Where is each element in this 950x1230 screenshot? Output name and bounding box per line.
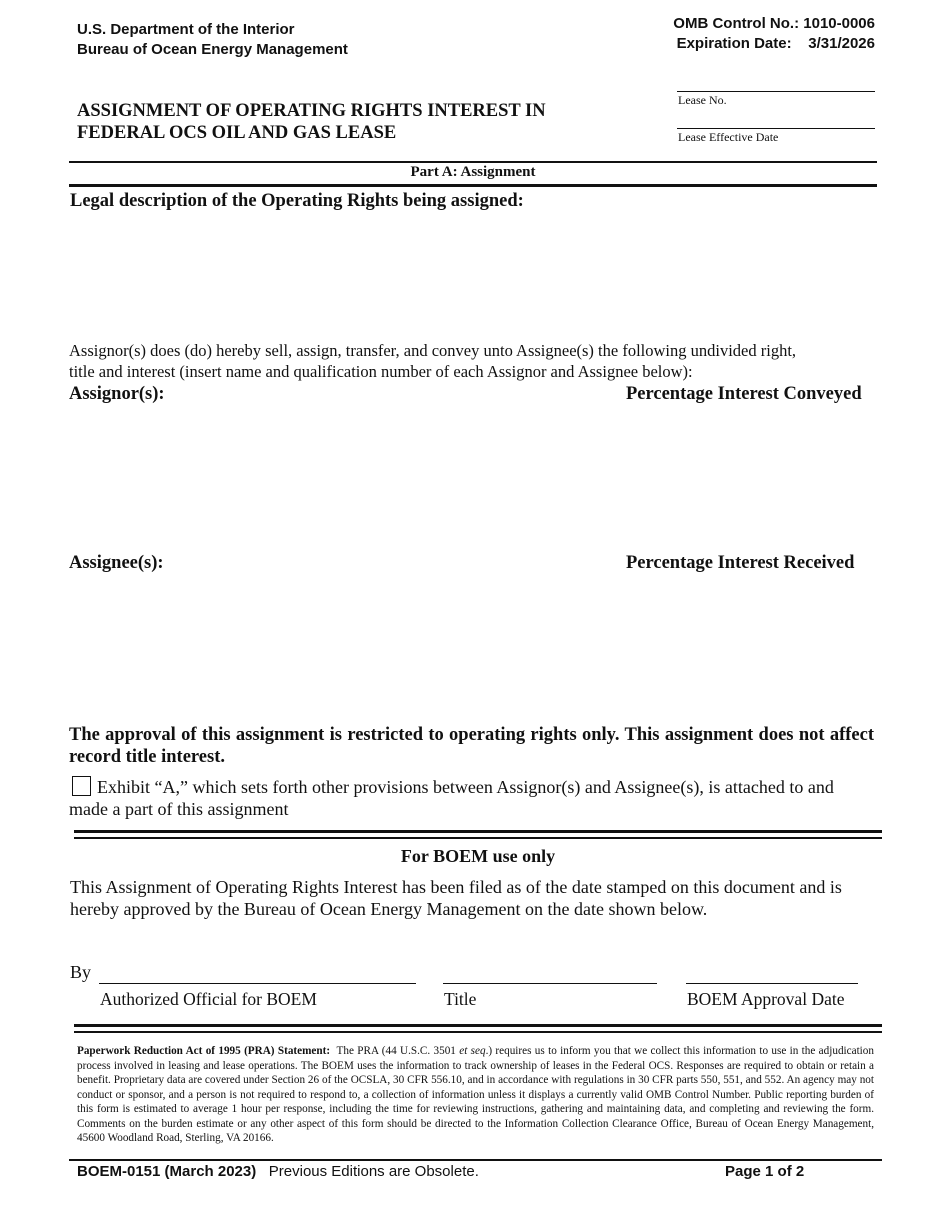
percentage-conveyed-field[interactable] <box>626 410 876 545</box>
footer-rule <box>69 1159 882 1161</box>
legal-description-label: Legal description of the Operating Rights being assigned: <box>70 191 524 211</box>
pra-text-a: The PRA (44 U.S.C. 3501 <box>336 1045 460 1057</box>
percentage-received-field[interactable] <box>626 580 876 715</box>
omb-block <box>673 14 875 54</box>
restriction-statement: The approval of this assignment is restricted to operating rights only. This assignment does not affect record title interest. <box>69 725 874 767</box>
conveyance-text <box>69 341 796 382</box>
exhibit-a-checkbox[interactable] <box>72 776 91 796</box>
percentage-received-label: Percentage Interest Received <box>626 553 855 573</box>
omb-control-number: OMB Control No.: 1010-0006 <box>673 15 875 32</box>
obsolete-note: Previous Editions are Obsolete. <box>268 1163 479 1180</box>
title-label: Title <box>444 989 477 1009</box>
title-line <box>443 983 657 984</box>
boem-section-rule-top <box>74 830 882 833</box>
lease-no-line <box>677 91 875 92</box>
lease-effective-date-line <box>677 128 875 129</box>
pra-text-b: .) requires us to inform you that we collect this information to use in the adjudication process involved in leasing and lease operations. The BOEM uses the information to track ownership of leases in the Federal OCS. Responses are required to obtain or retain a benefit. Proprietary data are covered under Section 26 of the OCSLA, 30 CFR 556.10, and in accordance with regulations in 30 CFR parts 550, 551, and 552. An agency may not conduct or sponsor, and a person is not required to respond to, a collection of information unless it displays a currently valid OMB Control Number. Public reporting burden of this form is estimated to average 1 hour per response, including the time for reviewing instructions, gathering and maintaining data, and completing and reviewing the form. Comments on the burden estimate or any other aspect of this form should be directed to the Information Collection Clearance Office, Bureau of Ocean Energy Management, 45600 Woodland Road, Sterling, VA 20166. <box>77 1045 874 1144</box>
assignee-field[interactable] <box>69 580 619 715</box>
agency-line-1: U.S. Department of the Interior <box>77 21 295 38</box>
official-signature-line <box>99 983 416 984</box>
form-title <box>77 100 546 144</box>
pra-statement <box>77 1044 874 1146</box>
by-label: By <box>70 962 92 982</box>
form-title-line-2: FEDERAL OCS OIL AND GAS LEASE <box>77 123 397 143</box>
lease-effective-date-label: Lease Effective Date <box>678 130 779 144</box>
part-a-top-rule <box>69 161 877 163</box>
exhibit-a-text-line-1: Exhibit “A,” which sets forth other provisions between Assignor(s) and Assignee(s), is attached to and <box>97 777 834 797</box>
expiration-date <box>673 34 875 54</box>
percentage-conveyed-label: Percentage Interest Conveyed <box>626 384 862 404</box>
boem-approval-statement <box>70 876 842 920</box>
lease-no-label: Lease No. <box>678 93 727 107</box>
boem-use-heading: For BOEM use only <box>400 846 556 866</box>
boem-approval-statement-line-1: This Assignment of Operating Rights Interest has been filed as of the date stamped on this document and is <box>70 877 842 897</box>
form-title-line-1: ASSIGNMENT OF OPERATING RIGHTS INTEREST IN <box>77 101 546 121</box>
footer-left <box>77 1163 479 1180</box>
assignor-label: Assignor(s): <box>69 384 165 404</box>
agency-line-2: Bureau of Ocean Energy Management <box>77 41 348 58</box>
conveyance-text-line-2: title and interest (insert name and qualification number of each Assignor and Assignee below): <box>69 361 693 381</box>
form-number: BOEM-0151 (March 2023) <box>77 1163 257 1180</box>
part-a-bottom-rule <box>69 184 877 187</box>
official-signature-field[interactable] <box>99 960 416 982</box>
approval-date-field[interactable] <box>686 960 858 982</box>
pra-rule-top <box>74 1024 882 1027</box>
lease-no-field[interactable] <box>678 68 874 90</box>
agency-block <box>77 20 348 60</box>
assignee-label: Assignee(s): <box>69 553 164 573</box>
boem-approval-statement-line-2: hereby approved by the Bureau of Ocean Energy Management on the date shown below. <box>70 899 708 919</box>
legal-description-field[interactable] <box>70 218 876 333</box>
part-a-heading: Part A: Assignment <box>410 164 536 180</box>
pra-heading: Paperwork Reduction Act of 1995 (PRA) Statement: <box>77 1045 331 1057</box>
expiration-value: 3/31/2026 <box>808 35 875 52</box>
assignor-field[interactable] <box>69 410 619 545</box>
conveyance-text-line-1: Assignor(s) does (do) hereby sell, assign, transfer, and convey unto Assignee(s) the following undivided right, <box>69 341 797 360</box>
lease-effective-date-field[interactable] <box>678 105 874 127</box>
authorized-official-label: Authorized Official for BOEM <box>100 989 317 1009</box>
pra-text-italic: et seq <box>459 1045 486 1057</box>
boem-section-rule-second <box>74 837 882 839</box>
approval-date-label: BOEM Approval Date <box>687 989 845 1009</box>
approval-date-line <box>686 983 858 984</box>
title-field[interactable] <box>443 960 657 982</box>
pra-rule-second <box>74 1031 882 1033</box>
exhibit-a-text-line-2: made a part of this assignment <box>69 799 289 819</box>
page-number: Page 1 of 2 <box>725 1163 805 1180</box>
expiration-label: Expiration Date: <box>676 35 792 52</box>
